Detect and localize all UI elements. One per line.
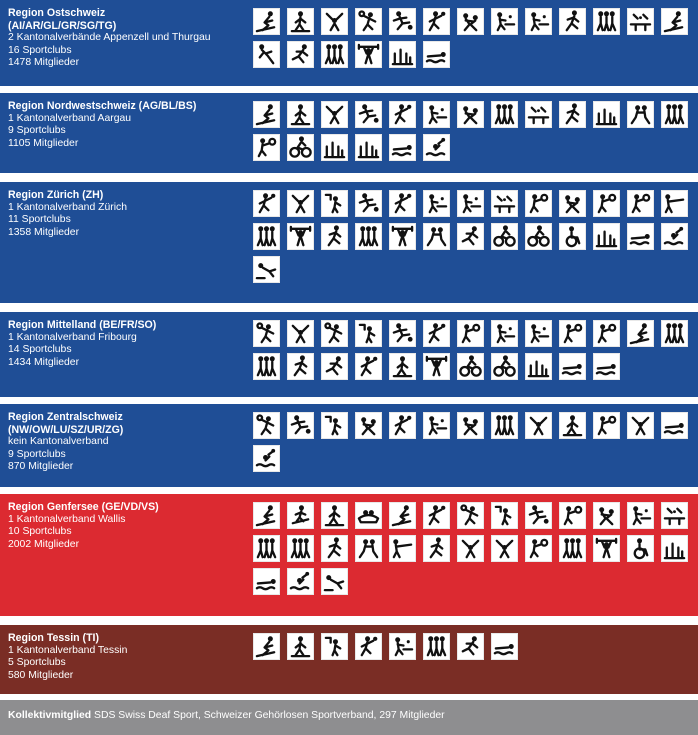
- region-members: 1358 Mitglieder: [8, 226, 80, 238]
- athletics-icon: [287, 353, 314, 380]
- wrestling-icon: [457, 412, 484, 439]
- team-icon: [253, 535, 280, 562]
- tabletennis-icon: [423, 190, 450, 217]
- bowling-icon: [355, 134, 382, 161]
- region-name: Region Zentralschweiz: [8, 411, 123, 423]
- region-members: 2002 Mitglieder: [8, 538, 80, 550]
- swimming-icon: [253, 568, 280, 595]
- weightlifting-icon: [423, 353, 450, 380]
- region-sport-clubs: 16 Sportclubs: [8, 44, 72, 56]
- tabletennis-icon: [525, 8, 552, 35]
- judo-icon: [627, 101, 654, 128]
- region-info: [8, 189, 248, 239]
- cycling-icon: [491, 223, 518, 250]
- region-sport-clubs: 9 Sportclubs: [8, 125, 66, 137]
- cross-country-icon: [321, 502, 348, 529]
- athletics-icon: [559, 8, 586, 35]
- region-members: 1434 Mitglieder: [8, 356, 80, 368]
- handball-icon: [389, 412, 416, 439]
- tennis-icon: [593, 412, 620, 439]
- region-sport-clubs: 10 Sportclubs: [8, 526, 72, 538]
- tabletennis-icon: [491, 320, 518, 347]
- judo-icon: [423, 223, 450, 250]
- region-cantonal-association: 1 Kantonalverband Zürich: [8, 201, 127, 213]
- swimming-icon: [423, 41, 450, 68]
- fencing-icon: [389, 535, 416, 562]
- footer-text: SDS Swiss Deaf Sport, Schweizer Gehörlosen Sportverband, 297 Mitglieder: [94, 710, 445, 721]
- team-icon: [253, 353, 280, 380]
- running-icon: [321, 353, 348, 380]
- bobsled-icon: [355, 502, 382, 529]
- tennis-icon: [559, 502, 586, 529]
- tennis-icon: [525, 190, 552, 217]
- waterpolo-icon: [661, 223, 688, 250]
- region-info: [8, 319, 248, 369]
- athletics-icon: [559, 101, 586, 128]
- bowling-icon: [593, 101, 620, 128]
- swimming-icon: [661, 412, 688, 439]
- cycling-icon: [491, 353, 518, 380]
- bowling-icon: [389, 41, 416, 68]
- handball-icon: [355, 633, 382, 660]
- sport-icons: [253, 502, 693, 595]
- team-icon: [355, 223, 382, 250]
- tennis-icon: [559, 320, 586, 347]
- region-name: Region Nordwestschweiz (AG/BL/BS): [8, 100, 197, 112]
- region-name: Region Mittelland (BE/FR/SO): [8, 319, 157, 331]
- wrestling-icon: [559, 190, 586, 217]
- region-name: Region Zürich (ZH): [8, 189, 104, 201]
- sport-icons: [253, 190, 693, 283]
- judo-icon: [355, 535, 382, 562]
- football-icon: [355, 101, 382, 128]
- team-icon: [593, 8, 620, 35]
- football-icon: [355, 190, 382, 217]
- gymnastics-icon: [321, 101, 348, 128]
- sport-icons: [253, 412, 693, 472]
- region-sport-clubs: 5 Sportclubs: [8, 657, 66, 669]
- sport-icons: [253, 8, 693, 68]
- team-icon: [491, 412, 518, 439]
- handball-icon: [389, 101, 416, 128]
- gymnastics-icon: [457, 535, 484, 562]
- snowboard-icon: [287, 502, 314, 529]
- cycling-icon: [457, 353, 484, 380]
- region-cantonal-association: 1 Kantonalverband Aargau: [8, 112, 132, 124]
- football-icon: [389, 8, 416, 35]
- skiing-icon: [253, 101, 280, 128]
- team-icon: [491, 101, 518, 128]
- tabletennis-icon: [389, 633, 416, 660]
- region-sport-clubs: 9 Sportclubs: [8, 448, 66, 460]
- bowling-icon: [321, 134, 348, 161]
- cross-country-icon: [389, 353, 416, 380]
- skiing-icon: [253, 502, 280, 529]
- tabletennis-icon: [525, 320, 552, 347]
- fencing-icon: [661, 190, 688, 217]
- region-sport-clubs: 11 Sportclubs: [8, 214, 71, 226]
- handball-icon: [389, 190, 416, 217]
- wrestling-icon: [593, 502, 620, 529]
- athletics-icon: [321, 223, 348, 250]
- football-icon: [525, 502, 552, 529]
- waterpolo-icon: [423, 134, 450, 161]
- weightlifting-icon: [389, 223, 416, 250]
- handball-icon: [423, 320, 450, 347]
- waterpolo-icon: [287, 568, 314, 595]
- weightlifting-icon: [593, 535, 620, 562]
- region-cantonal-association: 1 Kantonalverband Fribourg: [8, 331, 137, 343]
- gymnastics-icon: [491, 535, 518, 562]
- pingpong-icon: [661, 502, 688, 529]
- handball-icon: [423, 8, 450, 35]
- cross-country-icon: [287, 633, 314, 660]
- wrestling-icon: [457, 101, 484, 128]
- gymnastics-icon: [525, 412, 552, 439]
- gymnastics-icon: [287, 190, 314, 217]
- cross-country-icon: [287, 8, 314, 35]
- sport-icons: [253, 633, 693, 660]
- cycling-icon: [287, 134, 314, 161]
- region-block: [0, 494, 698, 616]
- tabletennis-icon: [627, 502, 654, 529]
- volleyball-icon: [253, 412, 280, 439]
- football-icon: [287, 412, 314, 439]
- region-cantonal-association: 1 Kantonalverband Wallis: [8, 513, 126, 525]
- dart-icon: [321, 412, 348, 439]
- team-icon: [321, 41, 348, 68]
- dart-icon: [355, 320, 382, 347]
- wrestling-icon: [355, 412, 382, 439]
- wheelchair-icon: [627, 535, 654, 562]
- team-icon: [287, 535, 314, 562]
- bowling-icon: [661, 535, 688, 562]
- swimming-icon: [559, 353, 586, 380]
- dart-icon: [321, 190, 348, 217]
- region-members: 1105 Mitglieder: [8, 137, 79, 149]
- region-name: Region Genfersee (GE/VD/VS): [8, 501, 159, 513]
- region-cantonal-association: 1 Kantonalverband Tessin: [8, 644, 128, 656]
- region-block: [0, 93, 698, 173]
- region-cantons: (AI/AR/GL/GR/SG/TG): [8, 19, 117, 32]
- skiing-icon: [253, 633, 280, 660]
- bowling-icon: [593, 223, 620, 250]
- wrestling-icon: [457, 8, 484, 35]
- running-icon: [287, 41, 314, 68]
- waterpolo-icon: [253, 445, 280, 472]
- wheelchair-icon: [559, 223, 586, 250]
- region-members: 580 Mitglieder: [8, 669, 74, 681]
- skiing-icon: [389, 502, 416, 529]
- swimming-icon: [593, 353, 620, 380]
- team-icon: [423, 633, 450, 660]
- gymnastics-icon: [287, 320, 314, 347]
- region-cantonal-association: 2 Kantonalverbände Appenzell und Thurgau: [8, 32, 211, 44]
- diving-icon: [253, 256, 280, 283]
- tabletennis-icon: [423, 101, 450, 128]
- athletics-icon: [321, 535, 348, 562]
- region-info: [8, 100, 248, 150]
- ski-jump-icon: [253, 41, 280, 68]
- handball-icon: [423, 502, 450, 529]
- swimming-icon: [491, 633, 518, 660]
- region-cantonal-association: kein Kantonalverband: [8, 436, 109, 448]
- cross-country-icon: [559, 412, 586, 439]
- region-members: 1478 Mitglieder: [8, 57, 80, 69]
- handball-icon: [355, 353, 382, 380]
- tennis-icon: [457, 320, 484, 347]
- skiing-icon: [253, 8, 280, 35]
- tennis-icon: [593, 320, 620, 347]
- region-info: [8, 501, 248, 551]
- swimming-icon: [389, 134, 416, 161]
- pingpong-icon: [491, 190, 518, 217]
- diving-icon: [321, 568, 348, 595]
- region-block: [0, 312, 698, 397]
- tabletennis-icon: [491, 8, 518, 35]
- tennis-icon: [525, 535, 552, 562]
- running-icon: [457, 223, 484, 250]
- athletics-icon: [423, 535, 450, 562]
- pingpong-icon: [525, 101, 552, 128]
- region-block: [0, 625, 698, 694]
- handball-icon: [253, 190, 280, 217]
- region-info: [8, 632, 248, 682]
- tennis-icon: [627, 190, 654, 217]
- region-info: [8, 411, 248, 474]
- team-icon: [661, 320, 688, 347]
- swimming-icon: [627, 223, 654, 250]
- team-icon: [559, 535, 586, 562]
- bowling-icon: [525, 353, 552, 380]
- tennis-icon: [593, 190, 620, 217]
- region-members: 870 Mitglieder: [8, 461, 74, 473]
- region-name: Region Tessin (TI): [8, 632, 100, 644]
- pingpong-icon: [627, 8, 654, 35]
- region-name: Region Ostschweiz: [8, 7, 106, 19]
- volleyball-icon: [321, 320, 348, 347]
- volleyball-icon: [457, 502, 484, 529]
- gymnastics-icon: [321, 8, 348, 35]
- volleyball-icon: [253, 320, 280, 347]
- region-block: [0, 404, 698, 487]
- sport-icons: [253, 101, 693, 161]
- team-icon: [661, 101, 688, 128]
- gymnastics-icon: [627, 412, 654, 439]
- region-block: [0, 182, 698, 303]
- region-block: [0, 0, 698, 86]
- running-icon: [457, 633, 484, 660]
- tennis-icon: [253, 134, 280, 161]
- football-icon: [389, 320, 416, 347]
- dart-icon: [321, 633, 348, 660]
- weightlifting-icon: [355, 41, 382, 68]
- region-cantons: (NW/OW/LU/SZ/UR/ZG): [8, 423, 124, 436]
- region-info: [8, 7, 248, 70]
- team-icon: [253, 223, 280, 250]
- dart-icon: [491, 502, 518, 529]
- sport-icons: [253, 320, 693, 380]
- region-sport-clubs: 14 Sportclubs: [8, 344, 72, 356]
- weightlifting-icon: [287, 223, 314, 250]
- cross-country-icon: [287, 101, 314, 128]
- volleyball-icon: [355, 8, 382, 35]
- footer-label: Kollektivmitglied: [8, 710, 92, 721]
- cycling-icon: [525, 223, 552, 250]
- collective-member-footer: [0, 700, 698, 735]
- tabletennis-icon: [423, 412, 450, 439]
- skiing-icon: [627, 320, 654, 347]
- skiing-icon: [661, 8, 688, 35]
- tabletennis-icon: [457, 190, 484, 217]
